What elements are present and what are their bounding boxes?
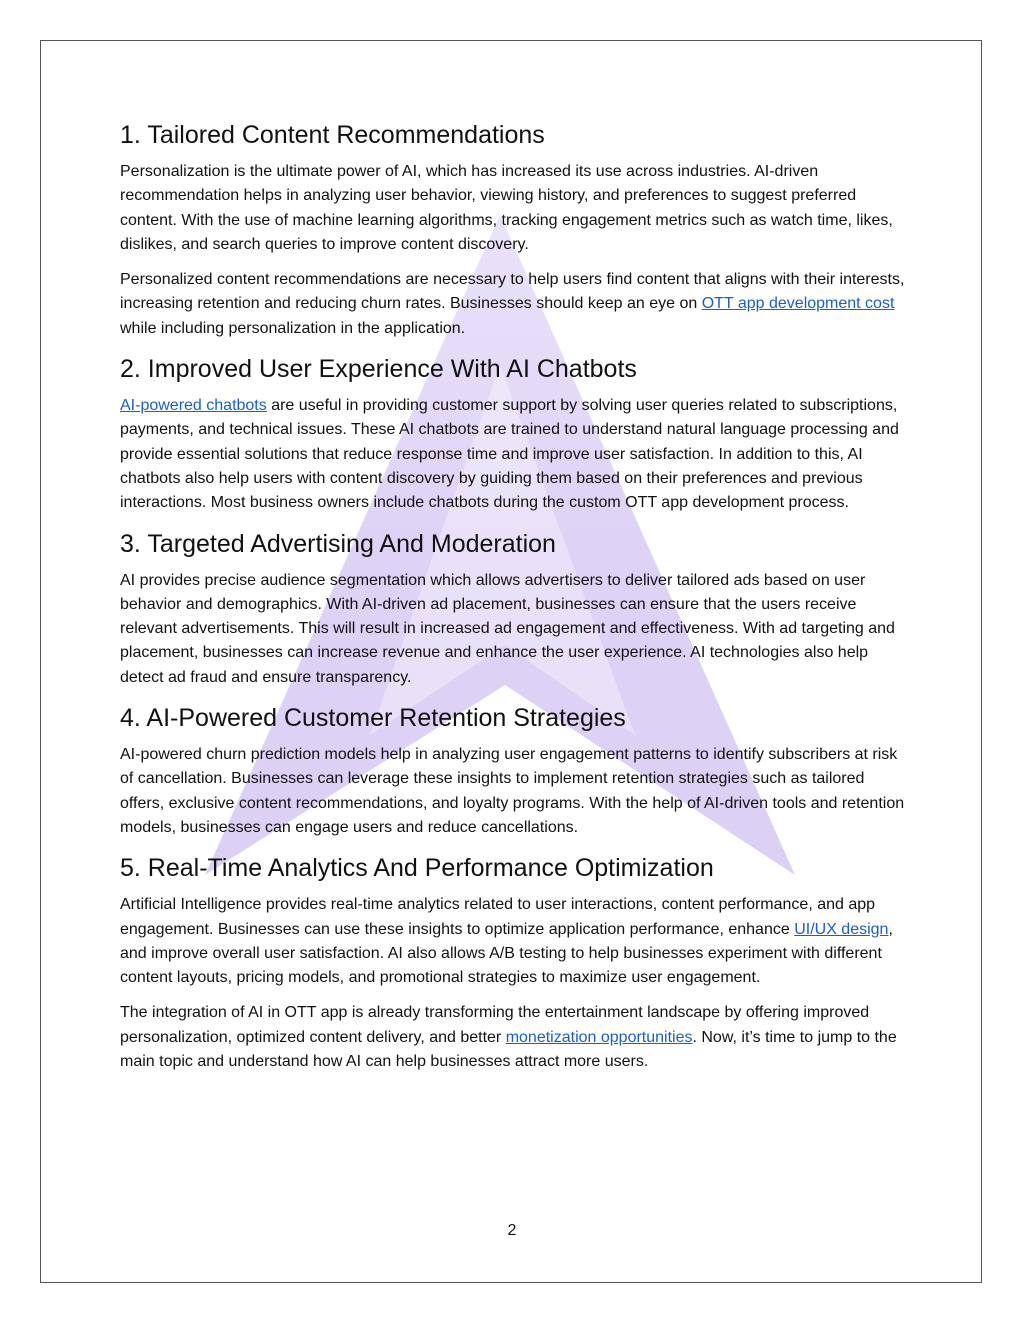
section-ai-chatbots (120, 352, 906, 515)
text-run: Artificial Intelligence provides real-time analytics related to user interactions, content performance, and app engagement. Businesses can use these insights to optimize application performance, enhance (120, 896, 876, 938)
section-heading: 3. Targeted Advertising And Moderation (120, 529, 556, 558)
section-customer-retention (120, 701, 906, 840)
text-run: are useful in providing customer support by solving user queries related to subscriptions, payments, and technical issues. These AI chatbots are trained to understand natural language processing and provide essential solutions that reduce response time and improve user satisfaction. In addition to this, AI chatbots also help users with content discovery by guiding them based on their preferences and previous interactions. Most business owners include chatbots during the custom OTT app development process. (120, 397, 899, 512)
text-run: Personalized content recommendations are necessary to help users find content that aligns with their interests, increasing retention and reducing churn rates. Businesses should keep an eye on (120, 271, 905, 313)
paragraph: Personalization is the ultimate power of AI, which has increased its use across industries. AI-driven recommendation helps in analyzing user behavior, viewing history, and preferences to suggest preferred content. With the use of machine learning algorithms, tracking engagement metrics such as watch time, likes, dislikes, and search queries to improve content discovery. (120, 163, 893, 253)
document-body (120, 118, 906, 1085)
paragraph: AI-powered churn prediction models help in analyzing user engagement patterns to identify subscribers at risk of cancellation. Businesses can leverage these insights to implement retention strategies such as tailored offers, exclusive content recommendations, and loyalty programs. With the help of AI-driven tools and retention models, businesses can engage users and reduce cancellations. (120, 746, 905, 836)
text-run: The integration of AI in OTT app is already transforming the entertainment landscape by offering improved personalization, optimized content delivery, and better (120, 1004, 870, 1046)
paragraph (120, 893, 906, 990)
section-real-time-analytics (120, 851, 906, 1074)
ai-powered-chatbots-link[interactable]: AI-powered chatbots (120, 397, 267, 415)
ott-app-development-cost-link[interactable]: OTT app development cost (701, 295, 895, 313)
section-heading: 2. Improved User Experience With AI Chatbots (120, 355, 637, 384)
section-heading: 4. AI-Powered Customer Retention Strategies (120, 704, 626, 733)
ui-ux-design-link[interactable]: UI/UX design (794, 920, 889, 938)
text-run: while including personalization in the application. (120, 319, 466, 337)
page-number: 2 (507, 1222, 517, 1239)
text-run: . Now, it’s time to jump to the main topic and understand how AI can help businesses attract more users. (120, 1028, 897, 1071)
section-targeted-advertising (120, 527, 906, 690)
text-run: , and improve overall user satisfaction. AI also allows A/B testing to help businesses experiment with different content layouts, pricing models, and promotional strategies to maximize user engagement. (120, 920, 893, 987)
section-heading: 1. Tailored Content Recommendations (120, 121, 545, 149)
section-heading: 5. Real-Time Analytics And Performance Optimization (120, 854, 714, 883)
paragraph (120, 394, 906, 515)
monetization-opportunities-link[interactable]: monetization opportunities (505, 1028, 693, 1046)
section-tailored-content (120, 118, 906, 341)
paragraph (120, 268, 906, 341)
paragraph: AI provides precise audience segmentation which allows advertisers to deliver tailored ads based on user behavior and demographics. With AI-driven ad placement, businesses can ensure that the users receive relevant advertisements. This will result in increased ad engagement and effectiveness. With ad targeting and placement, businesses can increase revenue and enhance the user experience. AI technologies also help detect ad fraud and ensure transparency. (120, 571, 895, 686)
paragraph (120, 1001, 906, 1074)
